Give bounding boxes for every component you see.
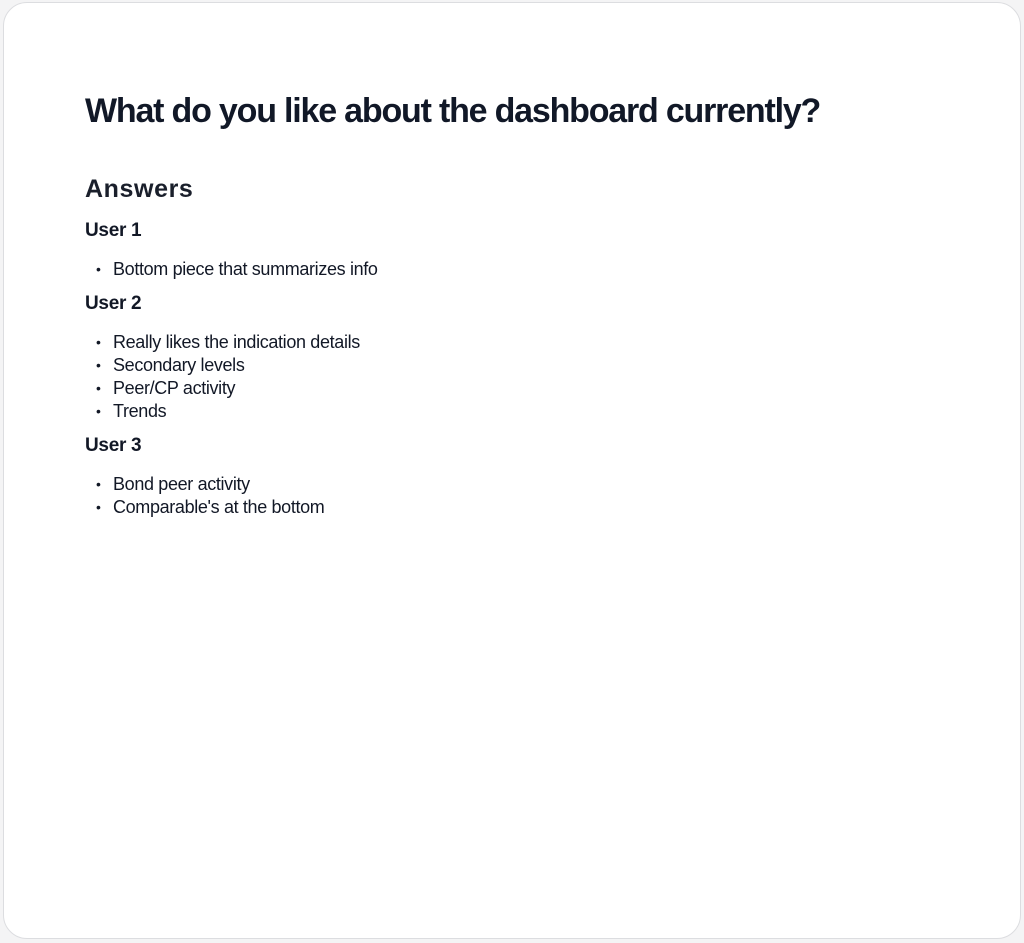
user-3-heading: User 3 — [85, 435, 142, 456]
answer-text: Trends — [113, 401, 167, 421]
list-item — [85, 258, 945, 281]
bullet-icon: • — [96, 380, 101, 396]
answer-text: Secondary levels — [113, 355, 245, 375]
bullet-icon: • — [96, 334, 101, 350]
document-content — [85, 89, 945, 519]
bullet-icon: • — [96, 499, 101, 515]
document-card — [3, 2, 1021, 939]
answer-text: Peer/CP activity — [113, 378, 236, 398]
answer-text: Really likes the indication details — [113, 332, 360, 352]
answers-heading: Answers — [85, 175, 194, 203]
list-item — [85, 496, 945, 519]
user-2-section — [85, 291, 945, 423]
user-2-answer-list — [85, 331, 945, 423]
user-1-section — [85, 218, 945, 281]
list-item — [85, 400, 945, 423]
answer-text: Comparable's at the bottom — [113, 497, 325, 517]
list-item — [85, 473, 945, 496]
user-2-heading: User 2 — [85, 293, 142, 314]
bullet-icon: • — [96, 261, 101, 277]
user-1-heading: User 1 — [85, 220, 142, 241]
list-item — [85, 377, 945, 400]
bullet-icon: • — [96, 403, 101, 419]
bullet-icon: • — [96, 476, 101, 492]
answer-text: Bond peer activity — [113, 474, 250, 494]
list-item — [85, 354, 945, 377]
user-1-answer-list — [85, 258, 945, 281]
page-title: What do you like about the dashboard currently? — [85, 92, 821, 130]
list-item — [85, 331, 945, 354]
bullet-icon: • — [96, 357, 101, 373]
user-3-answer-list — [85, 473, 945, 519]
answer-text: Bottom piece that summarizes info — [113, 259, 378, 279]
user-3-section — [85, 433, 945, 519]
